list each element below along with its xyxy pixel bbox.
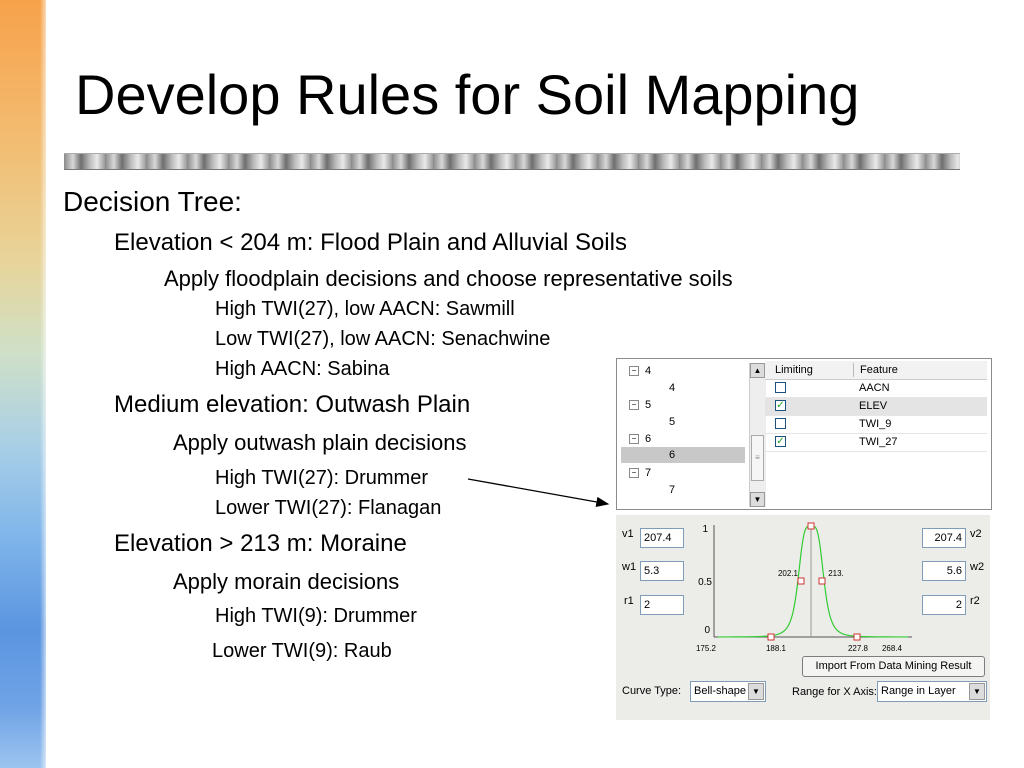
tail-marker[interactable] [854,634,860,640]
w1-input[interactable]: 5.3 [640,561,684,581]
tree-leaf-7[interactable]: 7 [669,484,676,496]
rule-line: High TWI(27): Drummer [215,467,428,489]
w2-input[interactable]: 5.6 [922,561,966,581]
r1-input[interactable]: 2 [640,595,684,615]
collapse-icon[interactable]: − [629,366,639,376]
chevron-down-icon[interactable]: ▼ [748,683,764,700]
import-data-mining-button[interactable]: Import From Data Mining Result [802,656,985,677]
crossover-marker[interactable] [819,578,825,584]
tree-node-7[interactable]: − 7 [629,465,651,481]
column-header-limiting[interactable]: Limiting [775,364,813,376]
rule-line: Elevation > 213 m: Moraine [114,530,407,557]
tree-leaf-4[interactable]: 4 [669,382,676,394]
y-tick-label: 0 [704,625,710,636]
feature-row[interactable]: ✓ ELEV [765,398,987,416]
y-tick-label: 0.5 [698,577,712,588]
rule-line: Lower TWI(27): Flanagan [215,497,442,519]
rule-line: High TWI(27), low AACN: Sawmill [215,298,515,320]
w2-label: w2 [970,561,985,573]
feature-row[interactable]: TWI_9 [765,416,987,434]
x-range-select[interactable]: Range in Layer ▼ [877,681,987,702]
limiting-checkbox[interactable]: ✓ [776,436,785,447]
decorative-sidebar [0,0,46,768]
v2-input[interactable]: 207.4 [922,528,966,548]
slide-title: Develop Rules for Soil Mapping [75,63,860,126]
rule-line: Low TWI(27), low AACN: Senachwine [215,328,551,350]
limiting-checkbox[interactable] [775,382,786,393]
x-tick-label: 268.4 [881,644,903,653]
curve-type-select[interactable]: Bell-shape ▼ [690,681,766,702]
collapse-icon[interactable]: − [629,468,639,478]
limiting-checkbox[interactable]: ✓ [776,400,785,411]
crossover-label: 202.1 [777,569,799,578]
rule-line: Apply morain decisions [173,569,400,594]
limiting-checkbox[interactable] [775,418,786,429]
crossover-marker[interactable] [798,578,804,584]
v1-input[interactable]: 207.4 [640,528,684,548]
title-divider [64,153,960,170]
rule-line: Apply outwash plain decisions [173,430,467,455]
membership-curve [686,515,920,655]
tree-leaf-6-selected[interactable]: 6 [621,447,745,463]
heading-decision-tree: Decision Tree: [63,186,242,217]
bell-curve [718,526,908,637]
x-tick-label: 227.8 [847,644,869,653]
collapse-icon[interactable]: − [629,400,639,410]
pointer-arrow [466,476,616,510]
feature-row[interactable]: AACN [765,380,987,398]
y-tick-label: 1 [702,524,708,535]
tree-node-6[interactable]: − 6 [629,431,651,447]
r1-label: r1 [624,595,634,607]
scroll-thumb[interactable]: ≡ [751,435,764,481]
scroll-up-icon[interactable]: ▲ [750,363,765,378]
chevron-down-icon[interactable]: ▼ [969,683,985,700]
feature-row[interactable]: ✓ TWI_27 [765,434,987,452]
rule-line: Apply floodplain decisions and choose representative soils [164,266,733,291]
class-tree [621,361,761,503]
feature-panel [616,358,992,510]
x-tick-label: 175.2 [695,644,717,653]
rule-line: High AACN: Sabina [215,358,390,380]
column-header-feature[interactable]: Feature [853,363,898,377]
tree-node-4[interactable]: − 4 [629,363,651,379]
v1-label: v1 [622,528,634,540]
curve-type-label: Curve Type: [622,685,682,697]
tree-node-5[interactable]: − 5 [629,397,651,413]
v2-label: v2 [970,528,982,540]
feature-grid [765,361,987,505]
tail-marker[interactable] [768,634,774,640]
x-range-label: Range for X Axis: [792,686,877,698]
r2-input[interactable]: 2 [922,595,966,615]
r2-label: r2 [970,595,980,607]
tree-leaf-5[interactable]: 5 [669,416,676,428]
rule-line: Elevation < 204 m: Flood Plain and Alluvial Soils [114,229,627,256]
curve-panel [616,515,990,720]
peak-marker[interactable] [808,523,814,529]
scroll-down-icon[interactable]: ▼ [750,492,765,507]
rule-line: High TWI(9): Drummer [215,605,417,627]
grid-header [765,361,987,380]
w1-label: w1 [622,561,637,573]
x-tick-label: 188.1 [765,644,787,653]
tree-scrollbar[interactable] [749,363,766,507]
rule-line: Medium elevation: Outwash Plain [114,391,471,418]
collapse-icon[interactable]: − [629,434,639,444]
rule-line: Lower TWI(9): Raub [212,640,392,662]
crossover-label: 213. [828,569,844,578]
